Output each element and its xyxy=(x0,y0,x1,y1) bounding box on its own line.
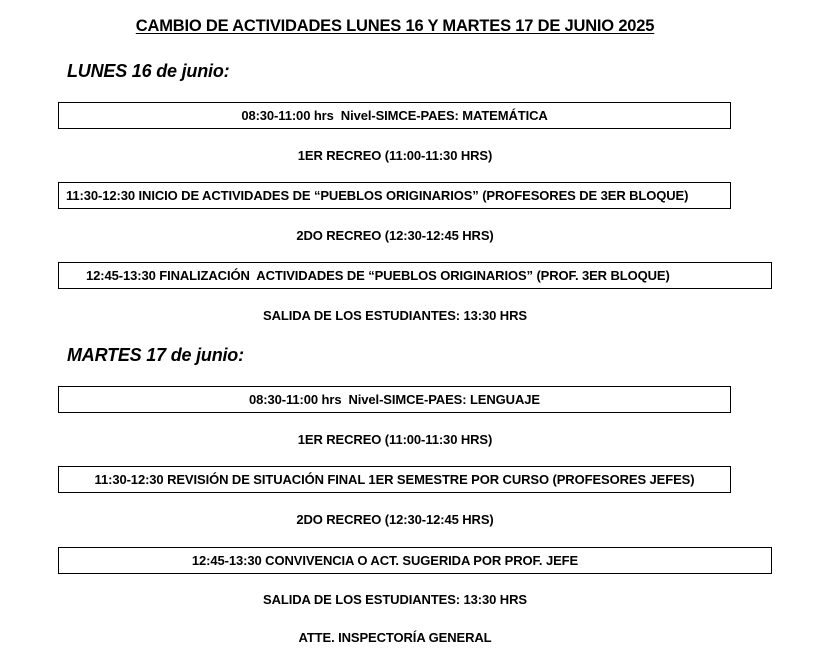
tuesday-block-1-text: 08:30-11:00 hrs Nivel-SIMCE-PAES: LENGUAJE xyxy=(249,392,540,407)
tuesday-recess-1: 1ER RECREO (11:00-11:30 HRS) xyxy=(297,432,493,447)
monday-block-1 xyxy=(58,102,731,129)
monday-dismissal: SALIDA DE LOS ESTUDIANTES: 13:30 HRS xyxy=(263,308,527,323)
monday-recess-2: 2DO RECREO (12:30-12:45 HRS) xyxy=(296,228,494,243)
tuesday-block-2-text: 11:30-12:30 REVISIÓN DE SITUACIÓN FINAL 1ER SEMESTRE POR CURSO (PROFESORES JEFES) xyxy=(94,472,695,487)
signature: ATTE. INSPECTORÍA GENERAL xyxy=(298,630,492,645)
monday-block-3-text: 12:45-13:30 FINALIZACIÓN ACTIVIDADES DE “PUEBLOS ORIGINARIOS” (PROF. 3ER BLOQUE) xyxy=(86,268,670,283)
tuesday-heading: MARTES 17 de junio: xyxy=(67,345,244,365)
tuesday-block-1 xyxy=(58,386,731,413)
tuesday-block-3 xyxy=(58,547,772,574)
monday-block-3 xyxy=(58,262,772,289)
tuesday-dismissal: SALIDA DE LOS ESTUDIANTES: 13:30 HRS xyxy=(263,592,527,607)
tuesday-block-2 xyxy=(58,466,731,493)
monday-block-2-text: 11:30-12:30 INICIO DE ACTIVIDADES DE “PUEBLOS ORIGINARIOS” (PROFESORES DE 3ER BLOQUE) xyxy=(66,188,689,203)
monday-block-1-text: 08:30-11:00 hrs Nivel-SIMCE-PAES: MATEMÁTICA xyxy=(241,108,548,123)
monday-recess-1: 1ER RECREO (11:00-11:30 HRS) xyxy=(297,148,493,163)
tuesday-recess-2: 2DO RECREO (12:30-12:45 HRS) xyxy=(296,512,494,527)
document-title: CAMBIO DE ACTIVIDADES LUNES 16 Y MARTES 17 DE JUNIO 2025 xyxy=(135,17,655,35)
monday-block-2 xyxy=(58,182,731,209)
tuesday-block-3-text: 12:45-13:30 CONVIVENCIA O ACT. SUGERIDA POR PROF. JEFE xyxy=(191,553,579,568)
monday-heading: LUNES 16 de junio: xyxy=(67,61,230,81)
